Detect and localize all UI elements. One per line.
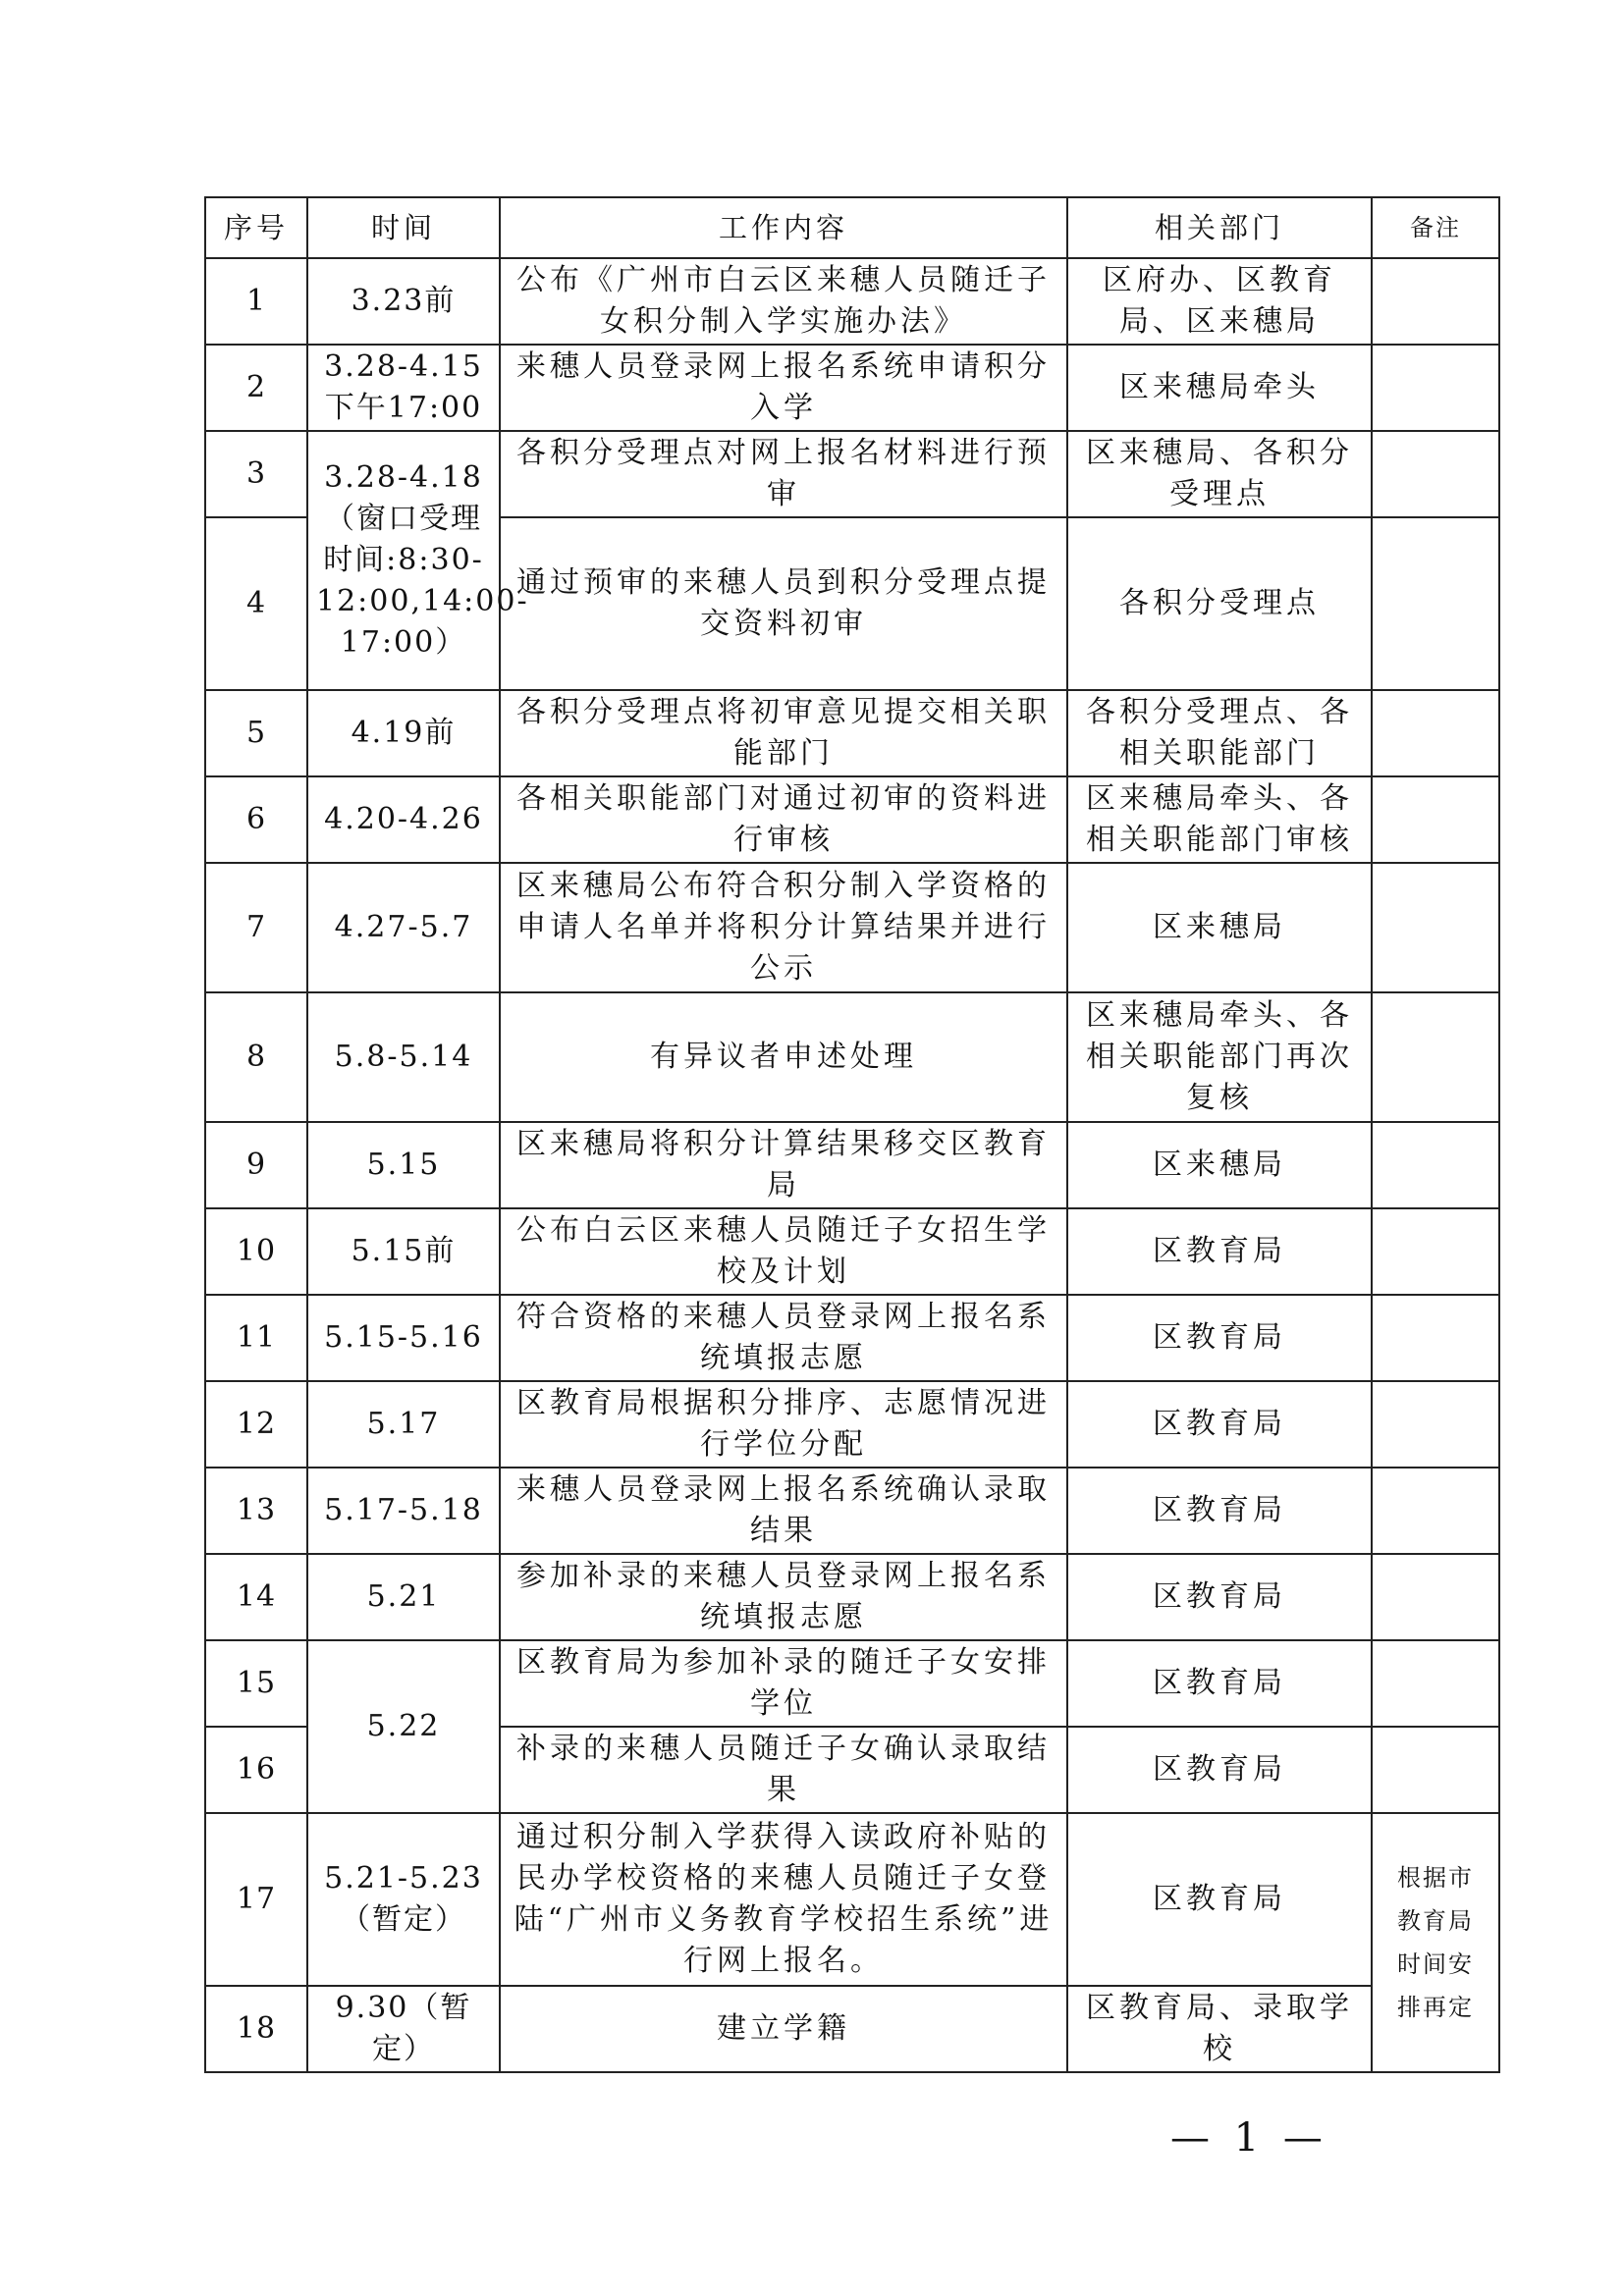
row-content: 区来穗局将积分计算结果移交区教育局 [500, 1122, 1067, 1208]
table-row [205, 1986, 1499, 2072]
row-dept: 各积分受理点 [1067, 517, 1372, 690]
row-dept: 区来穗局 [1067, 1122, 1372, 1208]
row-seq: 3 [205, 431, 307, 517]
row-note [1372, 345, 1499, 431]
table-row [205, 776, 1499, 863]
row-seq: 1 [205, 258, 307, 345]
header-seq: 序号 [205, 197, 307, 258]
row-content: 通过积分制入学获得入读政府补贴的民办学校资格的来穗人员随迁子女登陆“广州市义务教育学校招生系统”进行网上报名。 [500, 1813, 1067, 1986]
row-seq: 12 [205, 1381, 307, 1468]
row-content: 来穗人员登录网上报名系统确认录取结果 [500, 1468, 1067, 1554]
row-dept: 区来穗局、各积分受理点 [1067, 431, 1372, 517]
row-dept: 区教育局 [1067, 1468, 1372, 1554]
table-row [205, 1813, 1499, 1986]
table-row [205, 1554, 1499, 1640]
row-dept: 区教育局 [1067, 1640, 1372, 1727]
row-content: 有异议者申述处理 [500, 992, 1067, 1122]
row-time: 4.20-4.26 [307, 776, 500, 863]
row-seq: 13 [205, 1468, 307, 1554]
schedule-table [204, 196, 1500, 2073]
row-seq: 17 [205, 1813, 307, 1986]
row-seq: 5 [205, 690, 307, 776]
row-note [1372, 776, 1499, 863]
row-dept: 区教育局 [1067, 1208, 1372, 1295]
row-seq: 15 [205, 1640, 307, 1727]
row-note [1372, 992, 1499, 1122]
row-content: 补录的来穗人员随迁子女确认录取结果 [500, 1727, 1067, 1813]
row-content: 来穗人员登录网上报名系统申请积分入学 [500, 345, 1067, 431]
row-seq: 11 [205, 1295, 307, 1381]
page-number: — 1 — [1170, 2115, 1328, 2161]
row-time: 5.22 [307, 1640, 500, 1813]
row-content: 公布《广州市白云区来穗人员随迁子女积分制入学实施办法》 [500, 258, 1067, 345]
row-seq: 4 [205, 517, 307, 690]
table-row [205, 1468, 1499, 1554]
row-note [1372, 1554, 1499, 1640]
row-dept: 区教育局 [1067, 1554, 1372, 1640]
row-content: 各积分受理点对网上报名材料进行预审 [500, 431, 1067, 517]
row-content: 各积分受理点将初审意见提交相关职能部门 [500, 690, 1067, 776]
row-note [1372, 431, 1499, 517]
row-time: 3.23前 [307, 258, 500, 345]
row-note [1372, 1468, 1499, 1554]
row-note [1372, 1381, 1499, 1468]
row-seq: 16 [205, 1727, 307, 1813]
row-content: 建立学籍 [500, 1986, 1067, 2072]
row-dept: 区教育局、录取学校 [1067, 1986, 1372, 2072]
row-note [1372, 517, 1499, 690]
row-time: 4.19前 [307, 690, 500, 776]
row-seq: 6 [205, 776, 307, 863]
table-row [205, 1208, 1499, 1295]
row-dept: 区教育局 [1067, 1813, 1372, 1986]
header-note: 备注 [1372, 197, 1499, 258]
row-content: 参加补录的来穗人员登录网上报名系统填报志愿 [500, 1554, 1067, 1640]
row-time: 5.15前 [307, 1208, 500, 1295]
row-seq: 14 [205, 1554, 307, 1640]
header-time: 时间 [307, 197, 500, 258]
row-content: 区来穗局公布符合积分制入学资格的申请人名单并将积分计算结果并进行公示 [500, 863, 1067, 992]
row-time: 5.21 [307, 1554, 500, 1640]
row-content: 通过预审的来穗人员到积分受理点提交资料初审 [500, 517, 1067, 690]
row-time: 3.28-4.15下午17:00 [307, 345, 500, 431]
row-note [1372, 863, 1499, 992]
row-time: 3.28-4.18（窗口受理时间:8:30-12:00,14:00-17:00） [307, 431, 500, 690]
row-dept: 区来穗局 [1067, 863, 1372, 992]
table-row [205, 992, 1499, 1122]
row-dept: 区府办、区教育局、区来穗局 [1067, 258, 1372, 345]
row-seq: 7 [205, 863, 307, 992]
row-time: 4.27-5.7 [307, 863, 500, 992]
row-time: 5.15-5.16 [307, 1295, 500, 1381]
row-dept: 区来穗局牵头、各相关职能部门再次复核 [1067, 992, 1372, 1122]
row-seq: 8 [205, 992, 307, 1122]
row-time: 5.21-5.23（暂定） [307, 1813, 500, 1986]
table-row [205, 258, 1499, 345]
row-dept: 各积分受理点、各相关职能部门 [1067, 690, 1372, 776]
row-time: 5.15 [307, 1122, 500, 1208]
row-content: 区教育局根据积分排序、志愿情况进行学位分配 [500, 1381, 1067, 1468]
table-row [205, 1122, 1499, 1208]
row-note [1372, 1122, 1499, 1208]
row-note [1372, 690, 1499, 776]
row-dept: 区教育局 [1067, 1381, 1372, 1468]
row-dept: 区来穗局牵头、各相关职能部门审核 [1067, 776, 1372, 863]
row-content: 各相关职能部门对通过初审的资料进行审核 [500, 776, 1067, 863]
header-content: 工作内容 [500, 197, 1067, 258]
row-time: 5.17 [307, 1381, 500, 1468]
header-dept: 相关部门 [1067, 197, 1372, 258]
table-row [205, 1381, 1499, 1468]
table-row [205, 1295, 1499, 1381]
row-seq: 9 [205, 1122, 307, 1208]
row-dept: 区来穗局牵头 [1067, 345, 1372, 431]
row-seq: 2 [205, 345, 307, 431]
row-content: 公布白云区来穗人员随迁子女招生学校及计划 [500, 1208, 1067, 1295]
table-row [205, 345, 1499, 431]
row-content: 符合资格的来穗人员登录网上报名系统填报志愿 [500, 1295, 1067, 1381]
table-row [205, 863, 1499, 992]
row-seq: 18 [205, 1986, 307, 2072]
row-note [1372, 1295, 1499, 1381]
row-seq: 10 [205, 1208, 307, 1295]
row-dept: 区教育局 [1067, 1727, 1372, 1813]
row-time: 5.17-5.18 [307, 1468, 500, 1554]
row-content: 区教育局为参加补录的随迁子女安排学位 [500, 1640, 1067, 1727]
row-note [1372, 1208, 1499, 1295]
row-note [1372, 1640, 1499, 1727]
row-note [1372, 258, 1499, 345]
row-dept: 区教育局 [1067, 1295, 1372, 1381]
row-note [1372, 1727, 1499, 1813]
row-note: 根据市教育局时间安排再定 [1372, 1813, 1499, 2072]
table-row [205, 690, 1499, 776]
row-time: 5.8-5.14 [307, 992, 500, 1122]
table-row [205, 1640, 1499, 1727]
table-header-row [205, 197, 1499, 258]
table-row [205, 431, 1499, 517]
row-time: 9.30（暂定） [307, 1986, 500, 2072]
